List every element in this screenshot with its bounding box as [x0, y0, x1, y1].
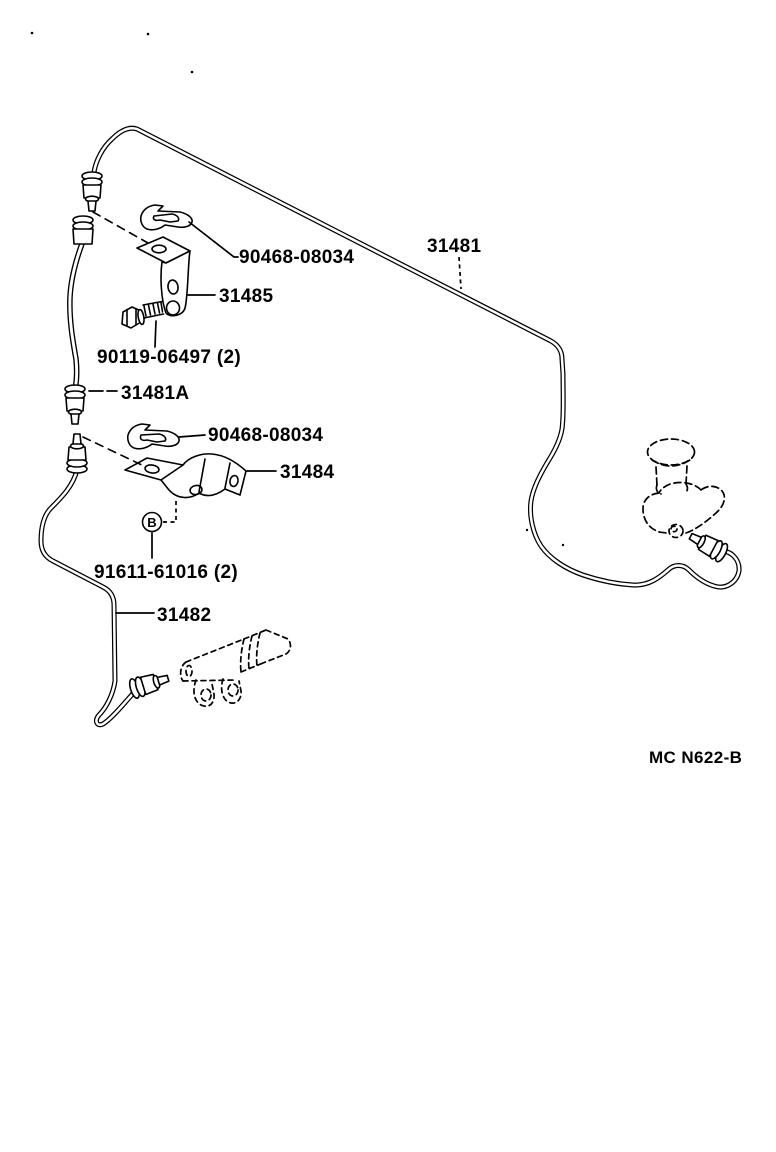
figure-code: MC N622-B [649, 748, 743, 767]
callout-31481A: 31481A [121, 383, 190, 404]
bolt-marker-b [143, 499, 177, 532]
callout-31481: 31481 [427, 236, 482, 257]
callout-31485: 31485 [219, 286, 274, 307]
callout-90468-08034-upper: 90468-08034 [239, 247, 355, 268]
flexible-hose-31481A [70, 241, 83, 389]
master-cylinder-reference-drawing [643, 439, 724, 538]
callout-90119-06497: 90119-06497 (2) [97, 347, 241, 368]
clutch-tube-31482 [41, 470, 136, 725]
tube-clamp-clip-upper [141, 205, 192, 230]
callout-91611-61016: 91611-61016 (2) [94, 562, 238, 583]
callout-90468-08034-lower: 90468-08034 [208, 425, 324, 446]
hose-upper-fitting [73, 216, 93, 244]
tube-end-fitting-upper [82, 172, 102, 211]
tube-bracket-31484 [125, 454, 246, 498]
callout-31484: 31484 [280, 462, 335, 483]
tube-31482-end-fitting [128, 669, 171, 700]
callout-31482: 31482 [157, 605, 212, 626]
bracket-bolt-90119 [122, 302, 164, 329]
callout-leaders [89, 222, 461, 613]
bolt-marker-letter: B [147, 515, 157, 530]
tube-clamp-clip-lower [128, 424, 179, 449]
slave-cylinder-reference-drawing [181, 630, 291, 706]
tube-31481-mc-fitting [686, 527, 730, 563]
hose-lower-fitting [65, 385, 85, 424]
tube-31482-upper-fitting [67, 434, 87, 473]
